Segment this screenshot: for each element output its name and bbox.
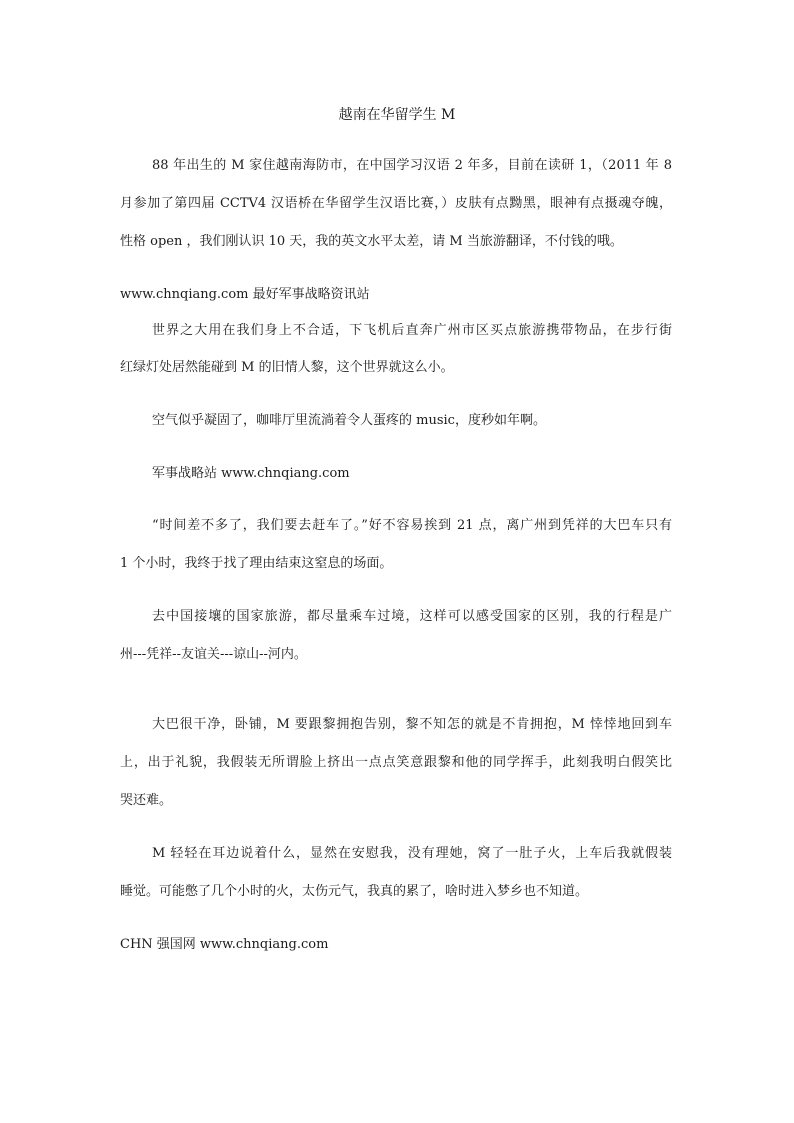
paragraph-1-line-1: 88 年出生的 M 家住越南海防市，在中国学习汉语 2 年多，目前在读研 1，（2011 年 8 [152,158,672,173]
paragraph-4-line-1: “时间差不多了，我们要去赶车了。”好不容易挨到 21 点，离广州到凭祥的大巴车只有 [152,518,672,533]
paragraph-5-line-1: 去中国接壤的国家旅游，都尽量乘车过境，这样可以感受国家的区别，我的行程是广 [152,609,672,624]
paragraph-7-line-1: M 轻轻在耳边说着什么，显然在安慰我，没有理她，窝了一肚子火，上车后我就假装 [152,846,672,861]
paragraph-4-line-2: 1 个小时，我终于找了理由结束这窒息的场面。 [120,556,393,571]
paragraph-6-line-2: 上，出于礼貌，我假装无所谓脸上挤出一点点笑意跟黎和他的同学挥手，此刻我明白假笑比 [120,755,672,770]
paragraph-2-line-1: 世界之大用在我们身上不合适，下飞机后直奔广州市区买点旅游携带物品，在步行街 [152,323,672,338]
site-link-line-1: www.chnqiang.com 最好军事战略资讯站 [120,287,370,302]
paragraph-6-line-3: 哭还难。 [120,793,173,808]
paragraph-7-line-2: 睡觉。可能憋了几个小时的火，太伤元气，我真的累了，啥时进入梦乡也不知道。 [120,884,589,899]
paragraph-1-line-2: 月参加了第四届 CCTV4 汉语桥在华留学生汉语比赛，）皮肤有点黝黑，眼神有点摄魂夺魄， [120,196,672,211]
site-link-line-2: 军事战略站 www.chnqiang.com [152,466,350,481]
paragraph-6-line-1: 大巴很干净，卧铺，M 要跟黎拥抱告别，黎不知怎的就是不肯拥抱，M 悻悻地回到车 [152,717,672,732]
site-link-line-3: CHN 强国网 www.chnqiang.com [120,937,329,952]
document-title: 越南在华留学生 M [338,107,456,123]
paragraph-1-line-3: 性格 open ，我们刚认识 10 天，我的英文水平太差，请 M 当旅游翻译，不付钱的哦。 [120,234,623,249]
paragraph-5-line-2: 州---凭祥--友谊关---谅山--河内。 [120,647,307,662]
paragraph-3-line-1: 空气似乎凝固了，咖啡厅里流淌着令人蛋疼的 music，度秒如年啊。 [152,413,546,428]
paragraph-2-line-2: 红绿灯处居然能碰到 M 的旧情人黎，这个世界就这么小。 [120,360,454,375]
